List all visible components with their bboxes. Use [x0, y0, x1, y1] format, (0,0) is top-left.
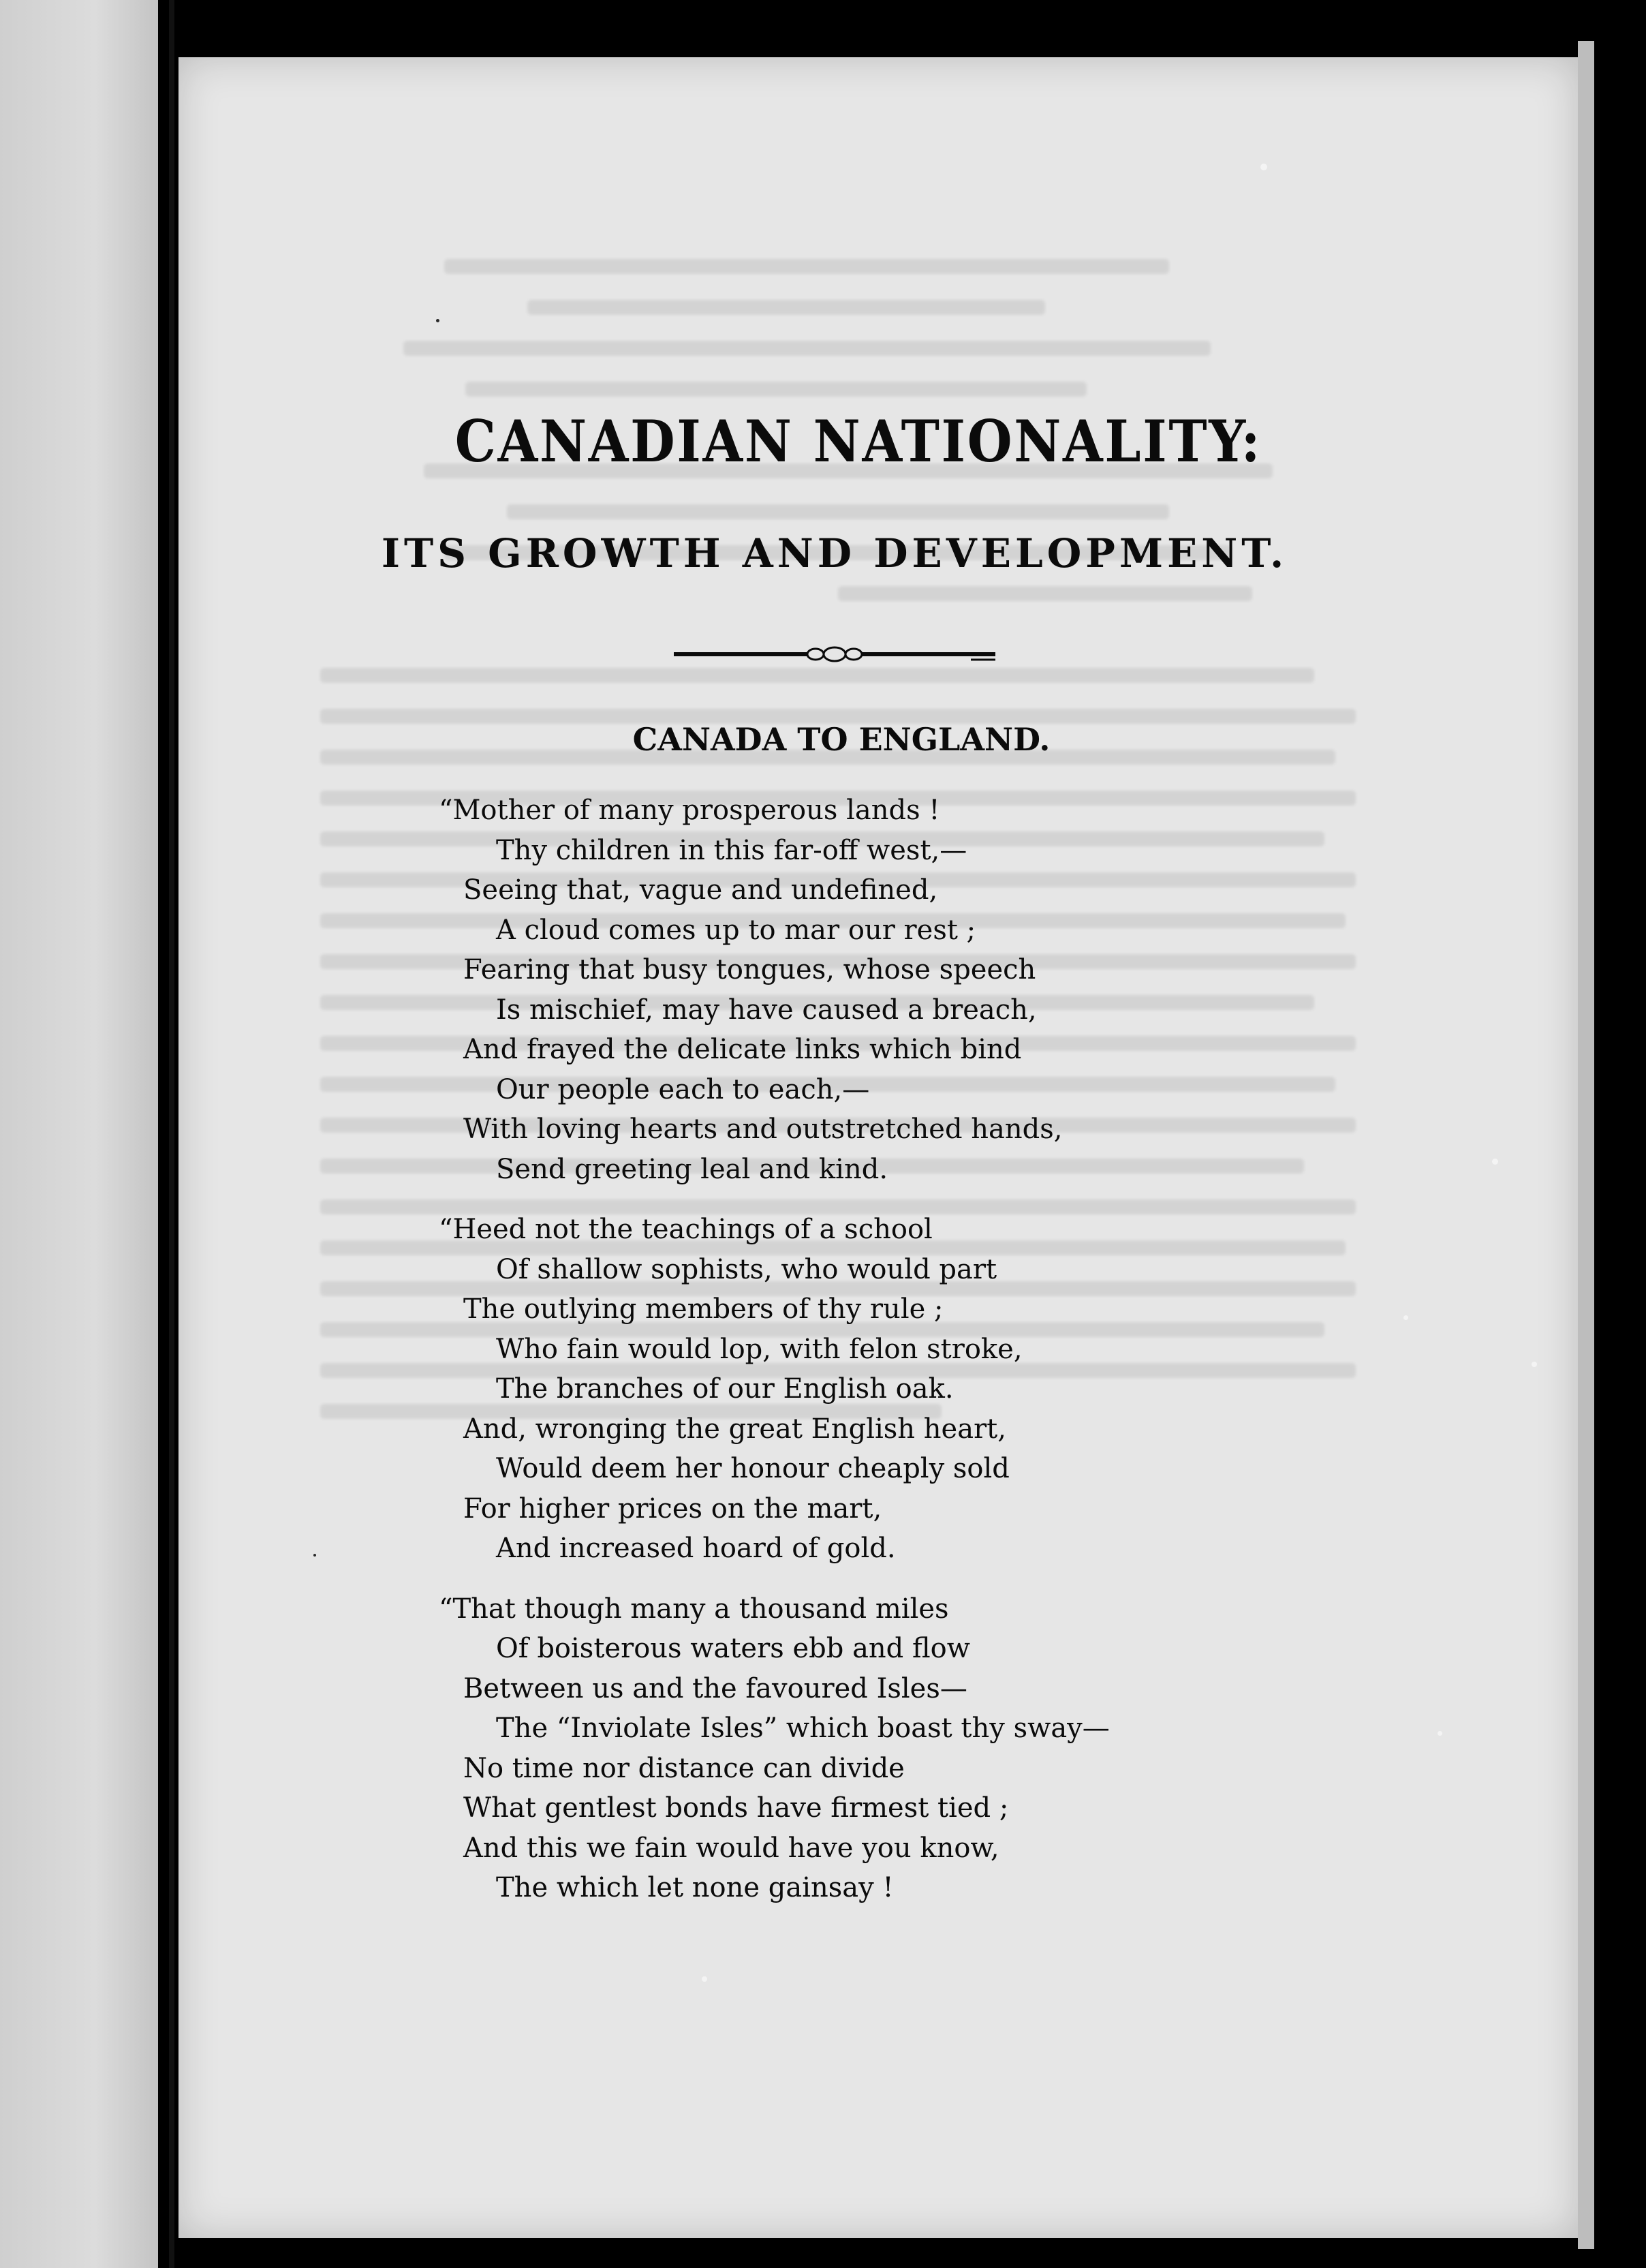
ornament-divider: [671, 634, 998, 672]
poem-line: Is mischief, may have caused a breach,: [496, 994, 1037, 1026]
poem-title: CANADA TO ENGLAND.: [632, 721, 1051, 758]
poem-line: With loving hearts and outstretched hands,: [463, 1114, 1063, 1145]
poem-line: Who fain would lop, with felon stroke,: [496, 1333, 1023, 1365]
scan-speck: [1492, 1159, 1498, 1165]
poem-line: “Mother of many prosperous lands !: [439, 795, 940, 826]
poem-line: Seeing that, vague and undefined,: [463, 874, 938, 906]
poem-line: The “Inviolate Isles” which boast thy sway—: [496, 1713, 1110, 1744]
document-title: CANADIAN NATIONALITY:: [454, 408, 1262, 475]
poem-line: No time nor distance can divide: [463, 1752, 905, 1784]
scan-speck: [1260, 164, 1267, 170]
scan-speck: [1438, 1731, 1442, 1736]
poem-line: Send greeting leal and kind.: [496, 1153, 888, 1185]
poem-line: Thy children in this far-off west,—: [496, 834, 967, 866]
poem-line: And frayed the delicate links which bind: [463, 1034, 1022, 1065]
poem-line: And this we fain would have you know,: [463, 1832, 999, 1864]
stanza: [439, 1589, 1349, 1908]
stanza: [439, 791, 1349, 1189]
poem-line: The outlying members of thy rule ;: [463, 1293, 944, 1325]
scan-speck: [313, 1554, 316, 1557]
scan-speck: [1532, 1362, 1537, 1367]
poem-line: “Heed not the teachings of a school: [439, 1214, 933, 1245]
poem-line: Of boisterous waters ebb and flow: [496, 1633, 970, 1664]
poem-line: And increased hoard of gold.: [496, 1533, 896, 1564]
document-subtitle: ITS GROWTH AND DEVELOPMENT.: [381, 530, 1288, 577]
poem-line: Our people each to each,—: [496, 1073, 870, 1105]
stanza: [439, 1210, 1349, 1569]
poem-line: Fearing that busy tongues, whose speech: [463, 954, 1036, 985]
poem-body: [439, 791, 1349, 1929]
poem-line: For higher prices on the mart,: [463, 1492, 882, 1524]
scan-speck: [702, 1976, 707, 1982]
poem-line: Of shallow sophists, who would part: [496, 1253, 997, 1285]
poem-line: Between us and the favoured Isles—: [463, 1672, 967, 1704]
poem-line: Would deem her honour cheaply sold: [496, 1453, 1010, 1484]
poem-line: What gentlest bonds have firmest tied ;: [463, 1792, 1009, 1824]
page-edge-right: [1578, 41, 1594, 2249]
scan-speck: [1403, 1315, 1408, 1320]
poem-line: “That though many a thousand miles: [439, 1593, 949, 1625]
poem-line: The branches of our English oak.: [496, 1373, 954, 1405]
poem-line: The which let none gainsay !: [496, 1872, 894, 1903]
left-page-edge: [0, 0, 158, 2268]
poem-line: And, wronging the great English heart,: [463, 1413, 1006, 1445]
scan-speck: [436, 319, 439, 322]
book-spine: [169, 0, 174, 2268]
poem-line: A cloud comes up to mar our rest ;: [496, 914, 976, 946]
